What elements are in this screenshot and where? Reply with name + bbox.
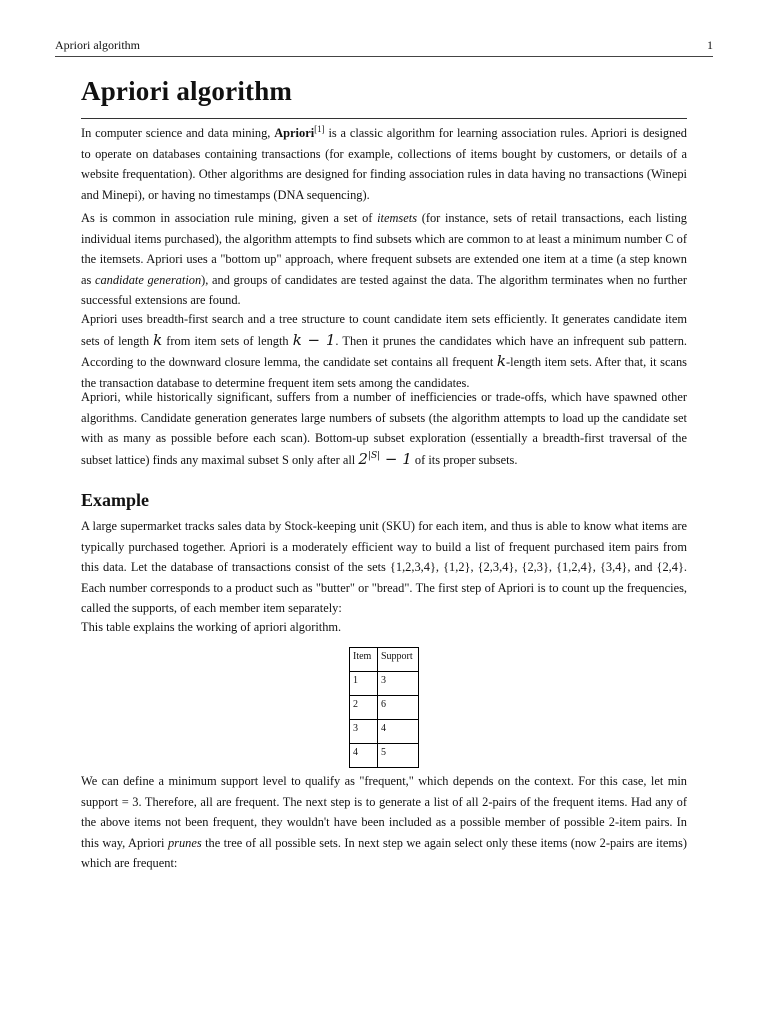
table-header-row bbox=[350, 648, 419, 672]
table-header-cell: Support bbox=[378, 648, 419, 672]
math-k: k bbox=[496, 352, 507, 371]
table-row bbox=[350, 720, 419, 744]
bfs-paragraph bbox=[81, 309, 687, 393]
itemsets-term: itemsets bbox=[377, 211, 418, 225]
p4-text-2: of its proper subsets. bbox=[411, 452, 518, 467]
math-k: k bbox=[153, 330, 163, 349]
table-cell: 1 bbox=[350, 672, 378, 696]
prunes-term: prunes bbox=[167, 835, 202, 850]
p7-text-1: We can define a minimum support level to qualify as "frequent," which depends on the context. For this case, let min support = 3. Therefore, all are frequent. The next step is to generate a list of all 2-pairs of the frequent items. Had any of the above items not been frequent, they wouldn't have been included as a possible member of possible 2-item pairs. In this way, Apriori bbox=[81, 774, 687, 850]
math-minus-one: − 1 bbox=[380, 449, 412, 468]
math-exponent: |S| bbox=[367, 450, 381, 461]
page-title: Apriori algorithm bbox=[81, 76, 293, 106]
p3-text-2: from item sets of length bbox=[162, 333, 293, 348]
table-cell: 4 bbox=[350, 744, 378, 768]
p2-text-3: ), and groups of candidates are tested against the data. The algorithm terminates when no further successful extensions are found. bbox=[81, 272, 687, 308]
inefficiencies-paragraph bbox=[81, 387, 687, 470]
min-support-paragraph bbox=[81, 771, 687, 874]
table-row bbox=[350, 672, 419, 696]
p3-text-3: . Then it prunes the candidates which have an infrequent sub pattern. According to the downward closure lemma, the candidate set contains all frequent bbox=[81, 333, 687, 370]
table-cell: 5 bbox=[378, 744, 419, 768]
table-cell: 6 bbox=[378, 696, 419, 720]
support-table bbox=[349, 647, 419, 768]
p4-text-1: Apriori, while historically significant, suffers from a number of inefficiencies or trade-offs, which have spawned other algorithms. Candidate generation generates large numbers of subsets (the algorithm attempts to load up the candidate set with as many as possible before each scan). Bottom-up subset exploration (essentially a breadth-first traversal of the subset lattice) finds any maximal subset S only after all bbox=[81, 390, 687, 467]
math-power-set bbox=[358, 450, 411, 468]
math-k-minus-1: k − 1 bbox=[292, 330, 336, 349]
section-heading-example: Example bbox=[81, 490, 150, 510]
running-title: Apriori algorithm bbox=[55, 38, 140, 52]
reference-link[interactable]: [1] bbox=[314, 123, 325, 134]
table-row bbox=[350, 696, 419, 720]
intro-text-2: is a classic algorithm for learning association rules. Apriori is designed to operate on databases containing transactions (for example, collections of items bought by customers, or details of a website frequentation). Other algorithms are designed for finding association rules in data having no transactions (Winepi and Minepi), or having no timestamps (DNA sequencing). bbox=[81, 126, 687, 202]
table-cell: 3 bbox=[378, 672, 419, 696]
table-row bbox=[350, 744, 419, 768]
table-cell: 2 bbox=[350, 696, 378, 720]
page-number: 1 bbox=[707, 38, 713, 52]
p3-text-4: -length item sets. After that, it scans the transaction database to determine frequent item sets among the candidates. bbox=[81, 355, 687, 390]
table-cell: 4 bbox=[378, 720, 419, 744]
p7-text-2: the tree of all possible sets. In next step we again select only these items (now 2-pairs are items) which are frequent: bbox=[81, 835, 687, 871]
math-base: 2 bbox=[358, 449, 368, 468]
candidate-generation-term: candidate generation bbox=[94, 272, 202, 287]
example-paragraph: A large supermarket tracks sales data by Stock-keeping unit (SKU) for each item, and thus is able to know what items are typically purchased together. Apriori is a moderately efficient way to build a list of frequent purchased item pairs from this data. Let the database of transactions consist of the sets {1,2,3,4}, {1,2}, {2,3,4}, {2,3}, {1,2,4}, {3,4}, and {2,4}. Each number corresponds to a product such as "butter" or "bread". The first step of Apriori is to count up the frequencies, called the supports, of each member item separately: bbox=[81, 519, 687, 616]
itemsets-paragraph bbox=[81, 208, 687, 311]
intro-paragraph bbox=[81, 123, 687, 205]
table-header-cell: Item bbox=[350, 648, 378, 672]
title-rule bbox=[81, 118, 687, 119]
apriori-term: Apriori bbox=[274, 126, 315, 140]
p2-text-1: As is common in association rule mining, given a set of bbox=[81, 211, 378, 225]
intro-text-1: In computer science and data mining, bbox=[81, 126, 275, 140]
p2-text-2: (for instance, sets of retail transactions, each listing individual items purchased), the algorithm attempts to find subsets which are common to at least a minimum number C of the itemsets. Apriori uses a "bottom up" approach, where frequent subsets are extended one item at a time (a step known as bbox=[81, 211, 687, 287]
page-header bbox=[55, 38, 713, 57]
p3-text-1: Apriori uses breadth-first search and a tree structure to count candidate item sets efficiently. It generates candidate item sets of length bbox=[81, 312, 687, 348]
table-cell: 3 bbox=[350, 720, 378, 744]
table-caption: This table explains the working of apriori algorithm. bbox=[81, 620, 342, 634]
